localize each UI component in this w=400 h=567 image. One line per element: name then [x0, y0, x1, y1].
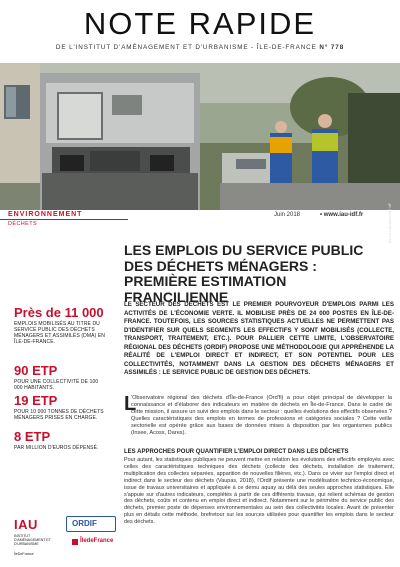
subcategory-label: DÉCHETS: [8, 221, 38, 227]
article-lead: LE SECTEUR DES DÉCHETS EST LE PREMIER POURVOYEUR D'EMPLOIS PARMI LES ACTIVITÉS DE L'ÉCONOMIE VERTE. IL MOBILISE PRÈS DE 24 000 POSTES EN ÎLE-DE-FRANCE. TOUTEFOIS, LES SOURCES STATISTIQUES ACTUELLES NE PERMETTENT PAS D'IDENTIFIER SUR QUELS SEGMENTS LES EFFECTIFS Y SONT MOBILISÉS (COLLECTE, TRANSPORT, TRAITEMENT, ETC.). POUR PALLIER CETTE LIMITE, L'OBSERVATOIRE RÉGIONAL DES DÉCHETS (ORDIF) PROPOSE UNE MÉTHODOLOGIE QUI APPRÉHENDE LA RÉALITÉ DE L'EMPLOI DIRECT ET INDIRECT, ET SON POTENTIEL POUR LES COLLECTIVITÉS, NOTAMMENT DANS LA GESTION DES DÉCHETS MÉNAGERS ET ASSIMILÉS : LE SERVICE PUBLIC DE GESTION DES DÉCHETS.: [124, 301, 394, 377]
stat-block: [14, 430, 114, 451]
partner-logos: [8, 512, 124, 560]
stat-label: POUR 10 000 TONNES DE DÉCHETS MÉNAGERS PRISES EN CHARGE.: [14, 409, 104, 421]
iau-logo: IAU: [14, 517, 38, 532]
stat-value: 8 ETP: [14, 429, 51, 444]
publication-subtitle: [0, 44, 400, 51]
photo-credit: Benoit Lafontaine/IAU îdF: [388, 202, 392, 243]
iau-region-label: ÎleDeFrance: [14, 552, 34, 556]
website-link[interactable]: • www.iau-idf.fr: [320, 212, 364, 218]
ordif-logo-text: ORDIF: [72, 519, 97, 528]
ordif-logo: [66, 516, 116, 532]
article-headline: LES EMPLOIS DU SERVICE PUBLIC DES DÉCHETS MÉNAGERS : PREMIÈRE ESTIMATION FRANCILIENNE: [124, 242, 364, 305]
idf-logo: ÎledeFrance: [80, 538, 114, 544]
iau-logo-subtitle: INSTITUT D'AMÉNAGEMENT ET D'URBANISME: [14, 534, 51, 547]
publication-date: Juin 2018: [274, 212, 301, 218]
stat-value: Près de 11 000: [14, 305, 104, 320]
article-body-paragraph: Pour autant, les statistiques publiques ne peuvent mettre en relation les évolutions des effectifs employés avec celles des caractéristiques techniques des déchets (collecte des déchets, installation de traitement, multiplication des collectes séparées, apparition de nouvelles filières, etc.). Dans ce vivier sur l'emploi direct et indirect dans le secteur des déchets (Vaupas, 2018), l'Ordif présente une modélisation technico-économique, issue de travaux universitaires et appliquée à ce dernu aquay au délà des seules approches statistiques. Elle s'appuie sur d'autres indicateurs, complétés à partir de ces différents travaux, qui relient schémas de gestion des déchets, coûts et contenu en emploi direct et indirect. Notamment sur le périmètre du service public des déchets, premier poste de dépenses environnementales au sein des collectivités locales. Avant de présenter plus en détails cette méthode, brefretour sur les sources utilisées pour quantifier les emplois dans le secteur des déchets.: [124, 457, 394, 526]
idf-logo-icon: [72, 539, 78, 545]
stat-value: 19 ETP: [14, 393, 58, 408]
masthead: [0, 0, 400, 66]
garbage-truck-photo-icon: [0, 63, 400, 210]
publication-title: NOTE RAPIDE: [83, 6, 317, 41]
article-intro-paragraph: 'Observatoire régional des déchets d'Île-de-France (Ord'fi) a pour objet principal de développer la connaissance et d'élaborer des indicateurs en matière de déchets en Île-de-France. Dans le cadre de cette mission, il assure un suivi des emplois dans le secteur : quelles évolutions des effectifs observées ? Quelles caractéristiques des emplois en termes de professions et catégories sociales ? Cette veille sectorielle est opérée grâce aux bases de données mises à disposition par les organismes publics (Insee, Acoss, Dares).: [131, 395, 392, 437]
stat-value: 90 ETP: [14, 363, 58, 378]
stat-label: EMPLOIS MOBILISÉS AU TITRE DU SERVICE PUBLIC DES DÉCHETS MÉNAGERS ET ASSIMILÉS (DMA) EN ÎLE-DE-FRANCE.: [14, 321, 105, 345]
stat-label: POUR UNE COLLECTIVITÉ DE 100 000 HABITANTS.: [14, 379, 99, 391]
stat-block: [14, 394, 108, 421]
category-label: ENVIRONNEMENT: [8, 211, 83, 218]
stat-label: PAR MILLION D'EUROS DÉPENSÉ.: [14, 445, 99, 451]
issue-number: N° 778: [319, 44, 345, 51]
section-heading: LES APPROCHES POUR QUANTIFIER L'EMPLOI DIRECT DANS LES DÉCHETS: [124, 449, 349, 455]
subtitle-text: DE L'INSTITUT D'AMÉNAGEMENT ET D'URBANISME - ÎLE-DE-FRANCE: [55, 44, 320, 51]
stat-block: [14, 306, 106, 345]
category-divider: [0, 219, 128, 220]
drop-cap: L: [124, 393, 137, 415]
stat-block: [14, 364, 100, 391]
